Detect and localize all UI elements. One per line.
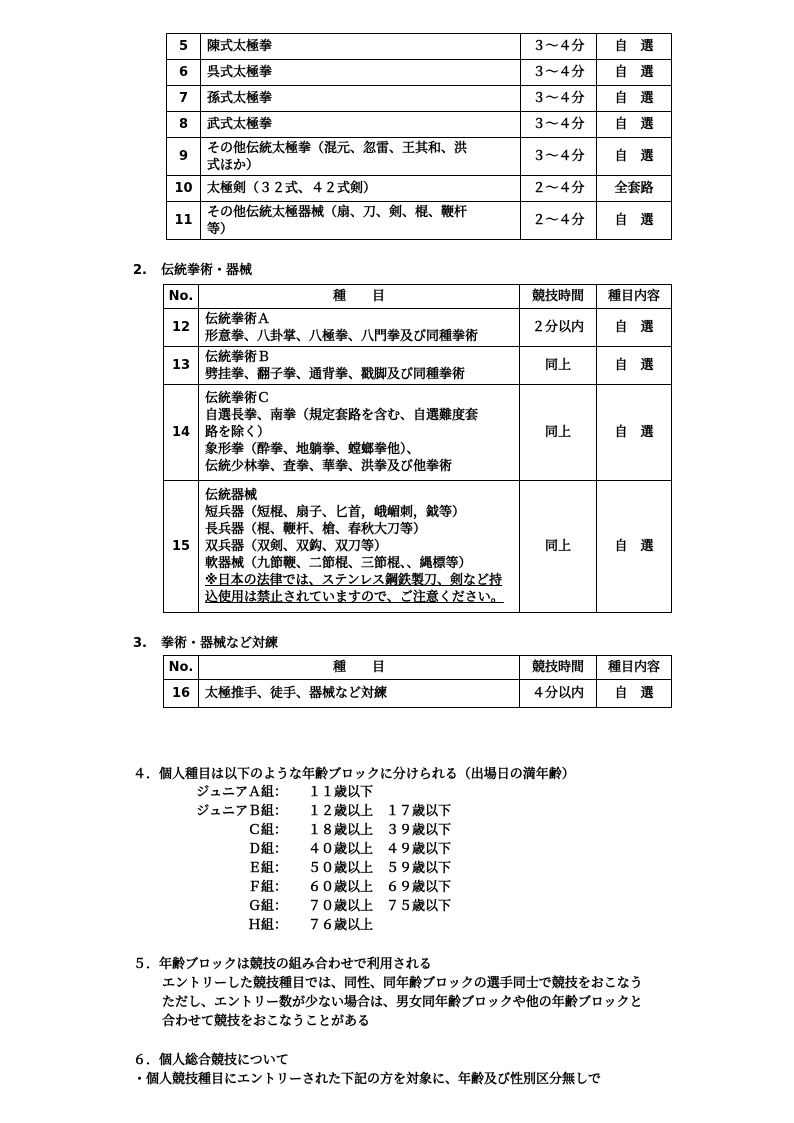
row-event-name bbox=[201, 176, 521, 202]
row-content: 自 選 bbox=[597, 202, 672, 240]
header-content: 種目内容 bbox=[597, 656, 672, 680]
table-row bbox=[167, 176, 672, 202]
event-name-line: 路を除く） bbox=[205, 425, 271, 440]
row-event-name bbox=[201, 86, 521, 112]
row-time: ２～４分 bbox=[521, 202, 597, 240]
event-name-line: 軟器械（九節鞭、二節棍、三節棍、、縄標等） bbox=[205, 556, 472, 571]
event-name-line: 等） bbox=[207, 221, 234, 237]
row-number: 5 bbox=[167, 34, 201, 60]
table-row bbox=[164, 309, 672, 347]
legal-warning-line: 込使用は禁止されていますので、ご注意ください。 bbox=[205, 590, 504, 605]
section6-line: ・個人競技種目にエントリーされた下記の方を対象に、年齢及び性別区分無しで bbox=[133, 1072, 602, 1087]
row-content: 自 選 bbox=[597, 347, 672, 385]
header-time: 競技時間 bbox=[520, 285, 597, 309]
table-row bbox=[167, 112, 672, 138]
table-row bbox=[164, 680, 672, 708]
row-content: 自 選 bbox=[597, 34, 672, 60]
age-group-range: １８歳以上 ３９歳以下 bbox=[308, 823, 452, 838]
row-number: 16 bbox=[164, 680, 199, 708]
table-row bbox=[167, 86, 672, 112]
event-name-line: 陳式太極拳 bbox=[207, 39, 273, 54]
event-name-line: 自選長拳、南拳（規定套路を含む、自選難度套 bbox=[205, 408, 479, 423]
row-event-name bbox=[199, 347, 520, 385]
header-time: 競技時間 bbox=[520, 656, 597, 680]
row-number: 8 bbox=[167, 112, 201, 138]
row-event-name bbox=[201, 202, 521, 240]
age-group-label: Ｈ組： bbox=[247, 918, 287, 933]
row-number: 9 bbox=[167, 138, 201, 176]
row-event-name bbox=[199, 680, 520, 708]
header-content: 種目内容 bbox=[597, 285, 672, 309]
event-name-line: 式ほか） bbox=[207, 157, 260, 173]
age-group-range: ７０歳以上 ７５歳以下 bbox=[308, 899, 452, 914]
section3-title: 拳術・器械など対練 bbox=[160, 636, 278, 651]
section5-title: ５．年齢ブロックは競技の組み合わせで利用される bbox=[133, 957, 432, 972]
row-content: 自 選 bbox=[597, 481, 672, 613]
row-time: ２～４分 bbox=[521, 176, 597, 202]
legal-warning-line: ※日本の法律では、ステンレス鋼鉄製刀、剣など持 bbox=[205, 573, 503, 588]
age-group-label: Ｆ組： bbox=[247, 880, 287, 895]
event-name-line: その他伝統太極器械（扇、刀、剣、棍、鞭杆 bbox=[207, 204, 468, 220]
event-name-line: 長兵器（棍、鞭杆、槍、春秋大刀等） bbox=[205, 522, 427, 537]
row-content: 全套路 bbox=[597, 176, 672, 202]
event-name-line: 伝統器械 bbox=[205, 488, 258, 503]
row-time: ３～４分 bbox=[521, 138, 597, 176]
row-content: 自 選 bbox=[597, 112, 672, 138]
event-name-line: 劈挂拳、翻子拳、通背拳、戳脚及び同種拳術 bbox=[205, 366, 466, 382]
event-name-line: 孫式太極拳 bbox=[207, 91, 273, 106]
row-event-name bbox=[201, 34, 521, 60]
section2-number: 2. bbox=[133, 263, 147, 278]
section6-title: ６．個人総合競技について bbox=[133, 1053, 289, 1068]
age-group-range: ７６歳以上 bbox=[308, 918, 374, 933]
header-no: No. bbox=[164, 656, 199, 680]
row-number: 13 bbox=[164, 347, 199, 385]
row-number: 14 bbox=[164, 385, 199, 481]
section3-number: 3. bbox=[133, 636, 147, 651]
event-name-line: 伝統拳術Ａ bbox=[205, 311, 271, 327]
row-time: ３～４分 bbox=[521, 34, 597, 60]
table-tai-chi bbox=[166, 33, 672, 240]
section3-heading bbox=[133, 635, 278, 653]
event-name-line: 象形拳（酔拳、地躺拳、螳螂拳他）、 bbox=[205, 442, 420, 457]
row-time: 同上 bbox=[520, 347, 597, 385]
table-row bbox=[167, 60, 672, 86]
section5-line: 合わせて競技をおこなうことがある bbox=[162, 1014, 371, 1029]
age-group-label: Ｄ組： bbox=[247, 842, 287, 857]
table-row bbox=[167, 138, 672, 176]
section2-heading bbox=[133, 262, 252, 280]
event-name-line: 形意拳、八卦掌、八極拳、八門拳及び同種拳術 bbox=[205, 328, 479, 344]
age-group-label: ジュニアＡ組： bbox=[196, 785, 287, 800]
event-name-line: 呉式太極拳 bbox=[207, 65, 273, 80]
row-event-name bbox=[201, 112, 521, 138]
header-name: 種 目 bbox=[199, 285, 520, 309]
row-event-name bbox=[201, 138, 521, 176]
section2-title: 伝統拳術・器械 bbox=[160, 263, 252, 278]
section5-line: エントリーした競技種目では、同性、同年齢ブロックの選手同士で競技をおこなう bbox=[162, 976, 643, 991]
table-row bbox=[164, 481, 672, 613]
row-number: 6 bbox=[167, 60, 201, 86]
event-name-line: 太極剣（３２式、４２式剣） bbox=[207, 181, 377, 196]
row-number: 11 bbox=[167, 202, 201, 240]
event-name-line: 双兵器（双剣、双鈎、双刀等） bbox=[205, 539, 388, 554]
event-name-line: 伝統少林拳、査拳、華拳、洪拳及び他拳術 bbox=[205, 459, 453, 474]
row-content: 自 選 bbox=[597, 309, 672, 347]
age-group-label: Ｇ組： bbox=[247, 899, 287, 914]
table-row bbox=[167, 34, 672, 60]
table-row bbox=[167, 202, 672, 240]
age-group-range: ６０歳以上 ６９歳以下 bbox=[308, 880, 452, 895]
row-time: ３～４分 bbox=[521, 60, 597, 86]
age-group-label: ジュニアＢ組： bbox=[196, 804, 287, 819]
row-time: ４分以内 bbox=[520, 680, 597, 708]
row-event-name bbox=[199, 385, 520, 481]
header-no: No. bbox=[164, 285, 199, 309]
row-event-name bbox=[201, 60, 521, 86]
row-event-name bbox=[199, 481, 520, 613]
age-group-range: １２歳以上 １７歳以下 bbox=[308, 804, 452, 819]
row-content: 自 選 bbox=[597, 60, 672, 86]
table-duilian bbox=[163, 655, 672, 708]
age-group-range: ４０歳以上 ４９歳以下 bbox=[308, 842, 452, 857]
event-name-line: 伝統拳術Ｃ bbox=[205, 391, 271, 406]
table-traditional bbox=[163, 284, 672, 613]
row-content: 自 選 bbox=[597, 86, 672, 112]
age-group-label: Ｅ組： bbox=[247, 861, 287, 876]
event-name-line: 短兵器（短棍、扇子、匕首，峨嵋刺，鉞等） bbox=[205, 505, 466, 520]
row-number: 12 bbox=[164, 309, 199, 347]
row-time: ３～４分 bbox=[521, 112, 597, 138]
event-name-line: 武式太極拳 bbox=[207, 117, 273, 132]
row-number: 15 bbox=[164, 481, 199, 613]
row-number: 10 bbox=[167, 176, 201, 202]
event-name-line: 太極推手、徒手、器械など対練 bbox=[205, 686, 388, 701]
row-time: 同上 bbox=[520, 385, 597, 481]
row-time: ３～４分 bbox=[521, 86, 597, 112]
row-content: 自 選 bbox=[597, 680, 672, 708]
row-content: 自 選 bbox=[597, 138, 672, 176]
age-group-range: ５０歳以上 ５９歳以下 bbox=[308, 861, 452, 876]
table-header-row bbox=[164, 285, 672, 309]
table-row bbox=[164, 385, 672, 481]
section4-title: ４．個人種目は以下のような年齢ブロックに分けられる（出場日の満年齢） bbox=[133, 767, 575, 782]
row-time: ２分以内 bbox=[520, 309, 597, 347]
age-group-range: １１歳以下 bbox=[308, 785, 374, 800]
event-name-line: 伝統拳術Ｂ bbox=[205, 349, 271, 365]
header-name: 種 目 bbox=[199, 656, 520, 680]
age-group-label: Ｃ組： bbox=[247, 823, 287, 838]
row-time: 同上 bbox=[520, 481, 597, 613]
table-row bbox=[164, 347, 672, 385]
row-event-name bbox=[199, 309, 520, 347]
row-number: 7 bbox=[167, 86, 201, 112]
event-name-line: その他伝統太極拳（混元、忽雷、王其和、洪 bbox=[207, 140, 468, 156]
table-header-row bbox=[164, 656, 672, 680]
section5-line: ただし、エントリー数が少ない場合は、男女同年齢ブロックや他の年齢ブロックと bbox=[162, 995, 643, 1010]
row-content: 自 選 bbox=[597, 385, 672, 481]
